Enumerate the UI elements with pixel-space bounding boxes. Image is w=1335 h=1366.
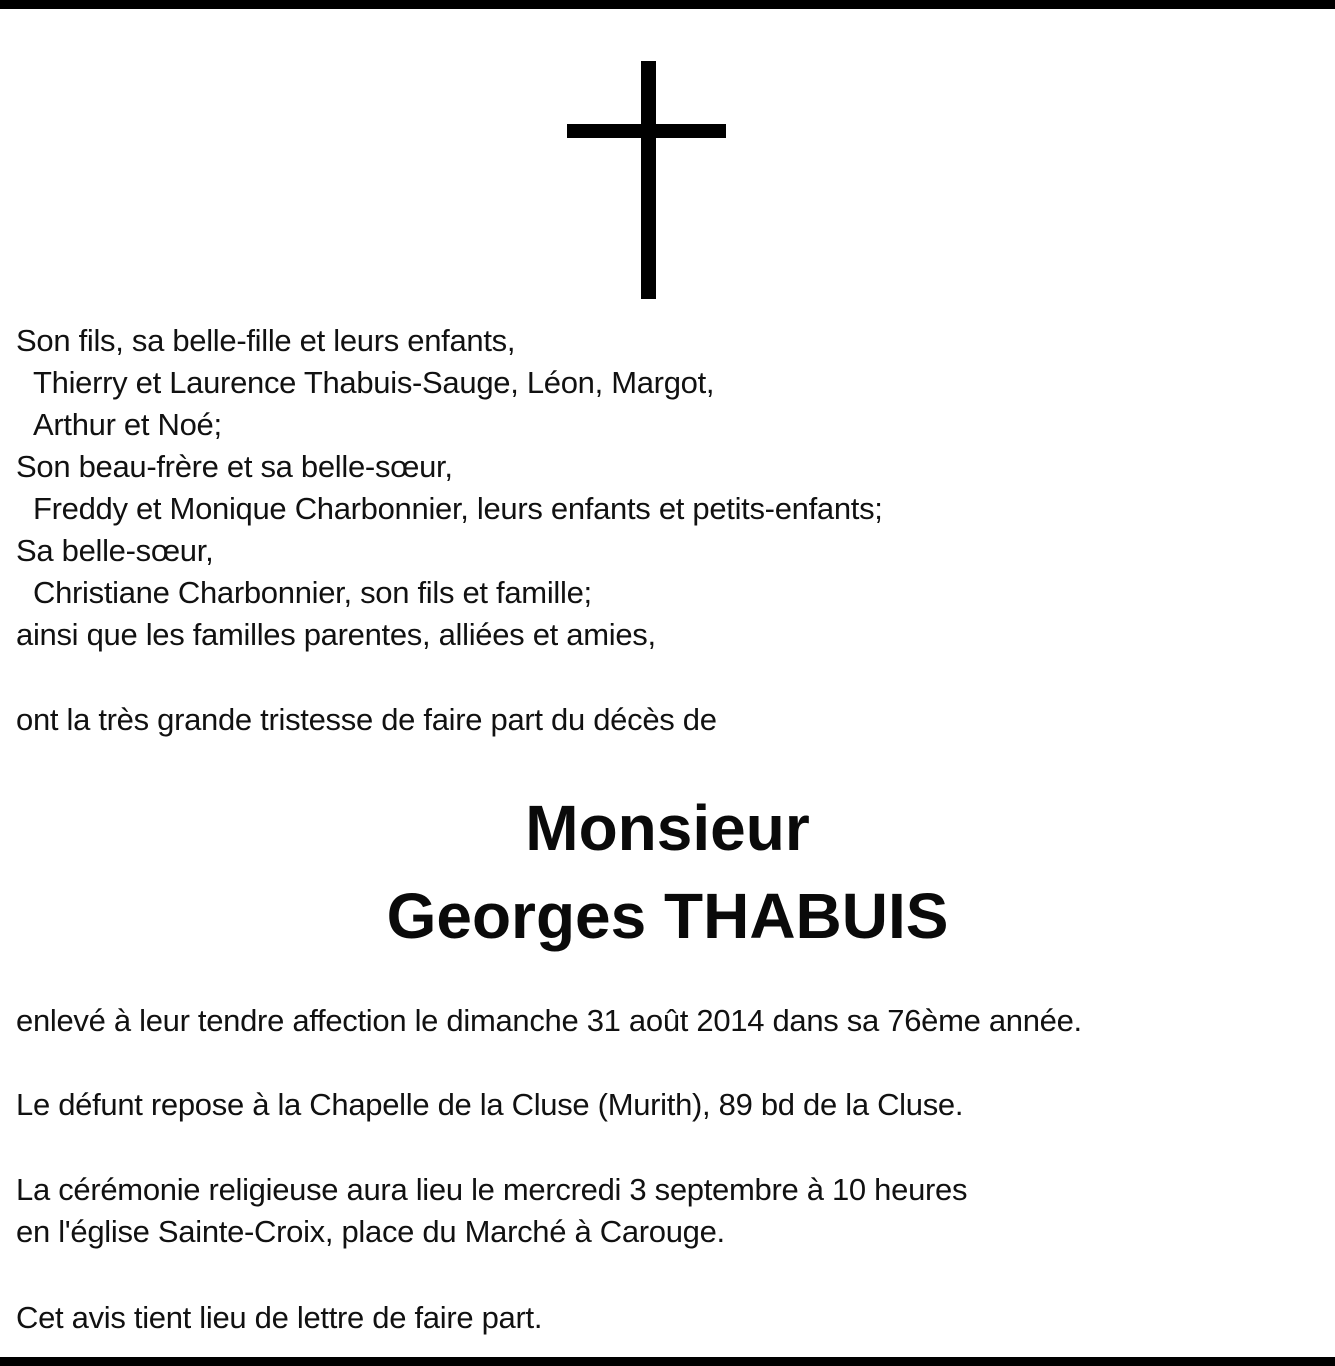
announcement-text: ont la très grande tristesse de faire part du décès de <box>16 702 717 737</box>
deceased-honorific: Monsieur <box>525 792 810 864</box>
family-line-7: Christiane Charbonnier, son fils et famille; <box>33 575 592 610</box>
family-line-1: Son fils, sa belle-fille et leurs enfants, <box>16 323 516 358</box>
ceremony-line-1: La cérémonie religieuse aura lieu le mercredi 3 septembre à 10 heures <box>16 1172 968 1207</box>
bottom-border-rule <box>0 1357 1335 1366</box>
family-line-2: Thierry et Laurence Thabuis-Sauge, Léon, Margot, <box>33 365 715 400</box>
family-line-5: Freddy et Monique Charbonnier, leurs enfants et petits-enfants; <box>33 491 883 526</box>
death-date-text: enlevé à leur tendre affection le dimanche 31 août 2014 dans sa 76ème année. <box>16 1003 1082 1038</box>
family-line-8: ainsi que les familles parentes, alliées et amies, <box>16 617 656 652</box>
family-line-4: Son beau-frère et sa belle-sœur, <box>16 449 453 484</box>
deceased-name: Georges THABUIS <box>386 880 949 952</box>
ceremony-line-2: en l'église Sainte-Croix, place du Marché à Carouge. <box>16 1214 725 1249</box>
cross-horizontal-bar <box>567 124 726 138</box>
cross-vertical-bar <box>641 61 656 299</box>
family-line-3: Arthur et Noé; <box>33 407 222 442</box>
closing-text: Cet avis tient lieu de lettre de faire part. <box>16 1300 543 1335</box>
top-border-rule <box>0 0 1335 9</box>
family-line-6: Sa belle-sœur, <box>16 533 214 568</box>
repose-text: Le défunt repose à la Chapelle de la Cluse (Murith), 89 bd de la Cluse. <box>16 1087 964 1122</box>
